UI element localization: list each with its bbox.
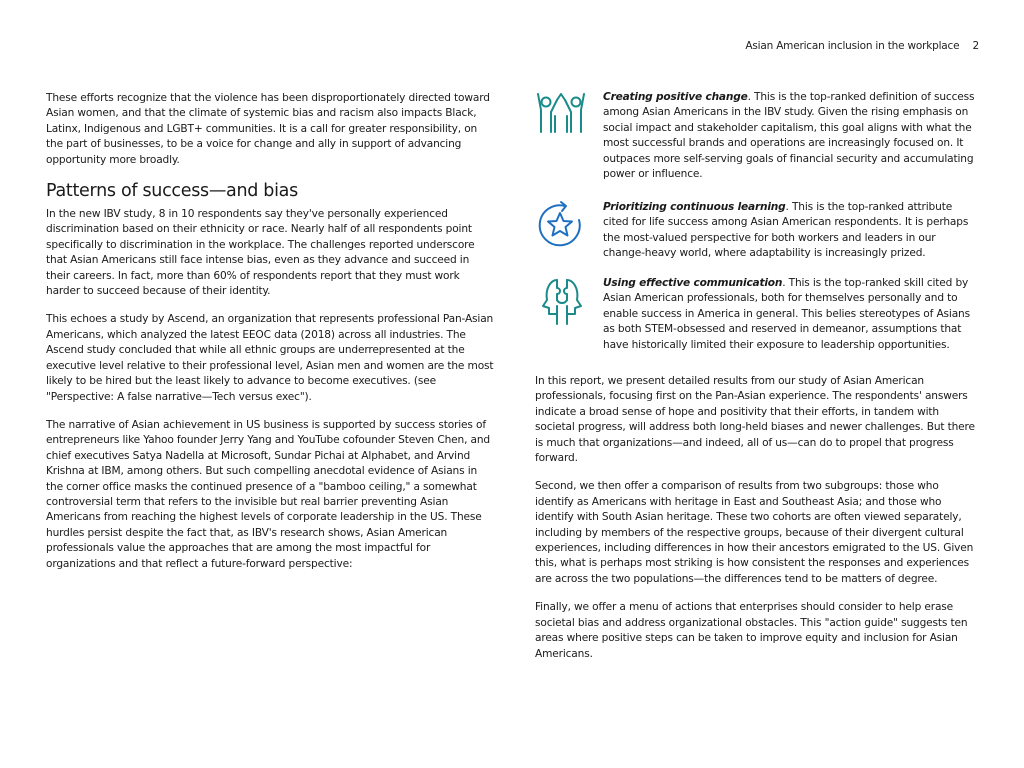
highlight-item	[535, 200, 975, 270]
right-body	[535, 374, 975, 662]
header-title: Asian American inclusion in the workplace	[745, 40, 960, 52]
highlight-term: Creating positive change	[603, 91, 748, 103]
people-raising-hands-icon	[535, 90, 603, 136]
body-paragraph: Second, we then offer a comparison of results from two subgroups: those who identify as Americans with heritage in East and Southeast Asia; and those who identify with South Asian heritage. These two cohorts are often viewed separately, including by members of the respective groups, because of their divergent cultural experiences, including differences in how their ancestors emigrated to the US. Given this, what is perhaps most striking is how consistent the responses and experiences are across the two populations—the differences tend to be matters of degree.	[535, 480, 974, 585]
highlight-term: Prioritizing continuous learning	[603, 201, 786, 213]
intro-paragraph: These efforts recognize that the violence has been disproportionately directed toward Asian women, and that the climate of systemic bias and racism also impacts Black, Latinx, Indigenous and LGBT+ communities. It is a call for greater responsibility, on the part of businesses, to be a voice for change and ally in support of advancing opportunity more broadly.	[46, 92, 490, 166]
page-number: 2	[972, 40, 979, 52]
body-paragraph: The narrative of Asian achievement in US business is supported by success stories of entrepreneurs like Yahoo founder Jerry Yang and YouTube cofounder Steven Chen, and chief executives Satya Nadella at Microsoft, Sundar Pichai at Alphabet, and Arvind Krishna at IBM, among others. But such compelling anecdotal evidence of Asians in the corner office masks the continued presence of a "bamboo ceiling," a somewhat controversial term that refers to the invisible but real barrier preventing Asian Americans from reaching the highest levels of corporate leadership in the US. These hurdles persist despite the fact that, as IBV's research shows, Asian American professionals value the approaches that are among the most impactful for organizations and that reflect a future-forward perspective:	[46, 418, 490, 570]
highlight-body: . This is the top-ranked attribute cited for life success among Asian American respondents. It is perhaps the most-valued perspective for both workers and leaders in our change-heavy world, where adaptability is increasingly prized.	[603, 201, 969, 260]
body-paragraph: This echoes a study by Ascend, an organization that represents professional Pan-Asian Americans, which analyzed the latest EEOC data (2018) across all industries. The Ascend study concluded that while all ethnic groups are underrepresented at the executive level relative to their professional level, Asian men and women are the most likely to be hired but the least likely to advance to become executives. (see "Perspective: A false narrative—Tech versus exec").	[46, 313, 494, 403]
star-cycle-icon	[535, 200, 603, 250]
highlight-body: . This is the top-ranked definition of success among Asian Americans in the IBV study. Given the rising emphasis on social impact and stakeholder capitalism, this goal aligns with what the most successful brands and operations are increasingly focused on. It outpaces more self-serving goals of financial security and accumulating power or influence.	[603, 91, 975, 181]
body-paragraph: In this report, we present detailed results from our study of Asian American professionals, focusing first on the Pan-Asian experience. The respondents' answers indicate a broad sense of hope and positivity that their efforts, in tandem with societal progress, will address both long-held biases and newer challenges. But there is much that organizations—and indeed, all of us—can do to propel that progress forward.	[535, 375, 975, 465]
highlight-item	[535, 276, 975, 368]
section-heading: Patterns of success—and bias	[46, 181, 298, 202]
body-paragraph: In the new IBV study, 8 in 10 respondents say they've personally experienced discrimination based on their ethnicity or race. Nearly half of all respondents point specifically to discrimination in the workplace. The challenges reported underscore that Asian Americans still face intense bias, even as they advance and succeed in their careers. In fact, more than 60% of respondents report that they must work harder to succeed because of their identity.	[46, 208, 475, 298]
body-paragraph: Finally, we offer a menu of actions that enterprises should consider to help erase societal bias and address organizational obstacles. This "action guide" suggests ten areas where positive steps can be taken to improve equity and inclusion for Asian Americans.	[535, 601, 968, 660]
highlight-body: . This is the top-ranked skill cited by Asian American professionals, both for themselves personally and to enable success in America in general. This belies stereotypes of Asians as both STEM-obsessed and reserved in demeanor, assumptions that have historically limited their exposure to leadership opportunities.	[603, 277, 970, 351]
page-header	[745, 40, 979, 52]
two-heads-puzzle-icon	[535, 276, 603, 326]
right-column	[535, 90, 975, 675]
left-column	[46, 91, 496, 585]
highlight-item	[535, 90, 975, 194]
highlight-term: Using effective communication	[603, 277, 783, 289]
